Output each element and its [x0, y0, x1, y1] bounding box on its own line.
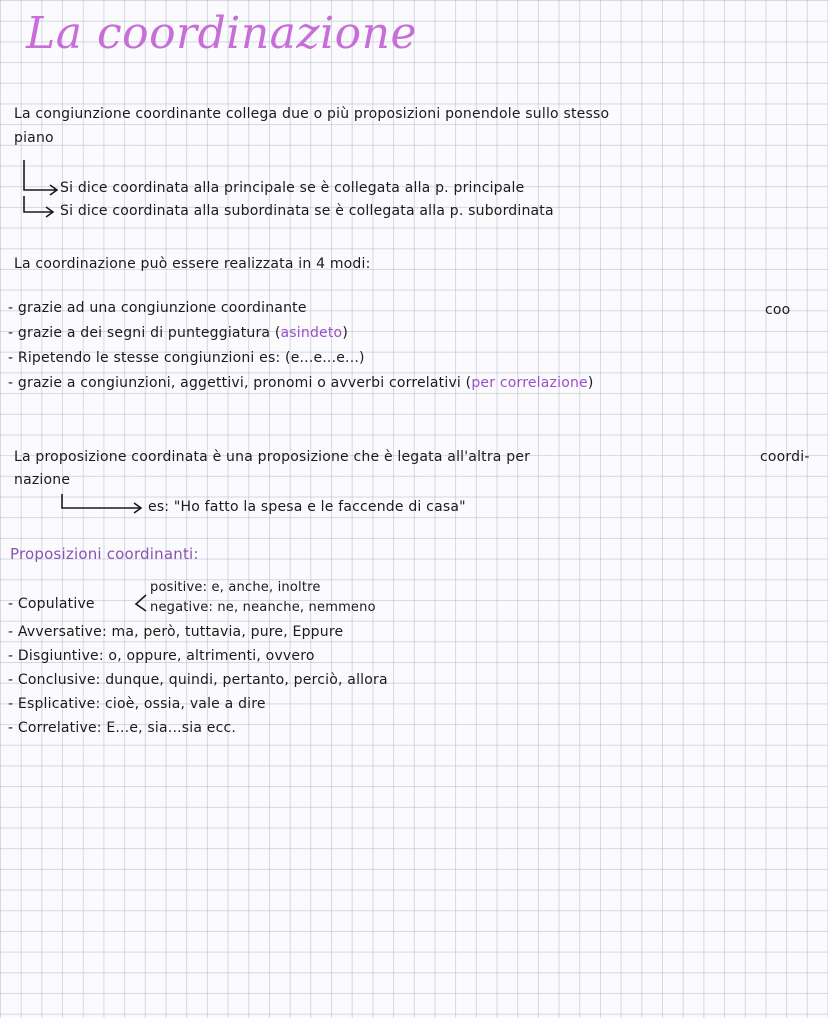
arrow-1-icon — [24, 160, 57, 195]
intro-arrow-2: Si dice coordinata alla subordinata se è collegata alla p. subordinata — [60, 203, 554, 219]
arrow-example-icon — [62, 494, 141, 513]
mode-item-1-side: coo — [765, 302, 791, 318]
mode-item-1: - grazie ad una congiunzione coordinante — [8, 300, 307, 316]
definition-line-2: nazione — [14, 472, 71, 488]
modes-heading: La coordinazione può essere realizzata in 4 modi: — [14, 256, 371, 272]
mode-item-3: - Ripetendo le stesse congiunzioni es: (e...e...e...) — [8, 350, 365, 366]
page-title: La coordinazione — [26, 8, 418, 59]
coordinanti-line-2: - Disgiuntive: o, oppure, altrimenti, ovvero — [8, 648, 315, 664]
mode-item-4: - grazie a congiunzioni, aggettivi, pronomi o avverbi correlativi (per correlazione) — [8, 375, 594, 391]
definition-side: coordi- — [760, 449, 810, 465]
definition-example: es: "Ho fatto la spesa e le faccende di casa" — [148, 499, 466, 515]
coordinanti-line-1: - Avversative: ma, però, tuttavia, pure, Eppure — [8, 624, 344, 640]
intro-line-2: piano — [14, 130, 54, 146]
intro-arrow-1: Si dice coordinata alla principale se è collegata alla p. principale — [60, 180, 525, 196]
mode-item-2: - grazie a dei segni di punteggiatura (asindeto) — [8, 325, 348, 341]
arrow-2-icon — [24, 196, 53, 217]
copulative-label: - Copulative — [8, 596, 95, 612]
definition-line-1: La proposizione coordinata è una proposizione che è legata all'altra per — [14, 449, 531, 465]
coordinanti-line-5: - Correlative: E...e, sia...sia ecc. — [8, 720, 237, 736]
copulative-positive: positive: e, anche, inoltre — [150, 580, 321, 595]
coordinanti-line-3: - Conclusive: dunque, quindi, pertanto, perciò, allora — [8, 672, 388, 688]
copulative-brace-icon — [136, 595, 146, 611]
coordinanti-heading: Proposizioni coordinanti: — [10, 545, 199, 563]
coordinanti-line-4: - Esplicative: cioè, ossia, vale a dire — [8, 696, 266, 712]
intro-line-1: La congiunzione coordinante collega due o più proposizioni ponendole sullo stesso — [14, 106, 610, 122]
copulative-negative: negative: ne, neanche, nemmeno — [150, 600, 376, 615]
